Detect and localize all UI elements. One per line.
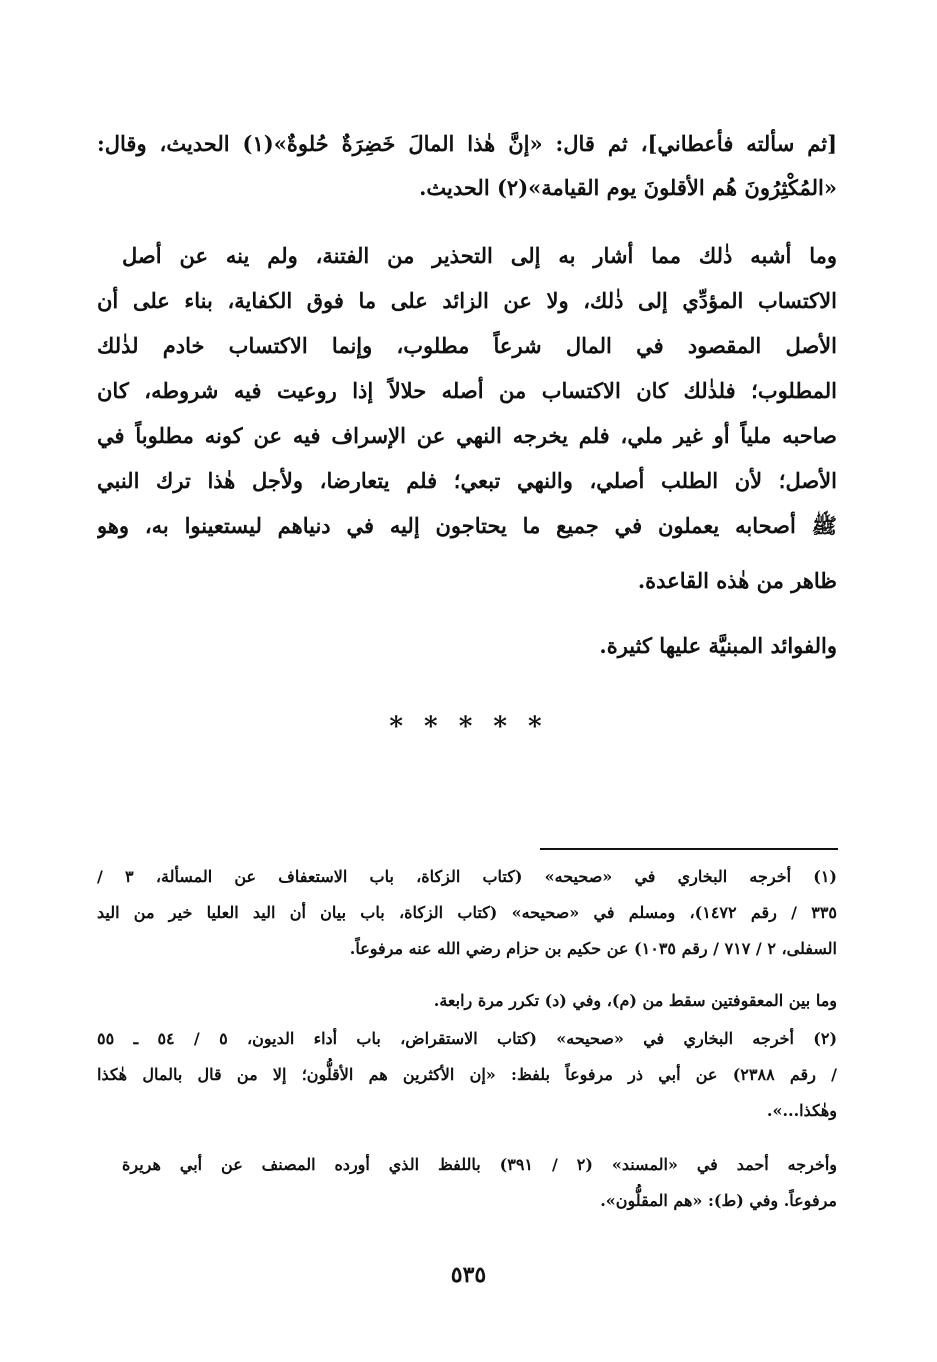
- page-number: ٥٣٥: [450, 1262, 487, 1288]
- footnote-line: مرفوعاً. وفي (ط): «هم المقلُّون».: [600, 1191, 837, 1210]
- main-text-line: «المُكْثِرُونَ هُم الأقلونَ يوم القيامة»(٢) الحديث.: [419, 175, 837, 200]
- main-text-line: [ثم سألته فأعطاني]، ثم قال: «إنَّ هٰذا المالَ خَضِرَةٌ حُلوةٌ»(١) الحديث، وقال:: [97, 131, 837, 156]
- main-text-line: صاحبه ملياً أو غير ملي، فلم يخرجه النهي عن الإسراف فيه عن كونه مطلوباً في: [97, 423, 837, 448]
- main-text-line: الاكتساب المؤدِّي إلى ذٰلك، ولا عن الزائد على ما فوق الكفاية، بناء على أن: [97, 288, 837, 313]
- footnote-line: ٣٣٥ / رقم ١٤٧٢)، ومسلم في «صحيحه» (كتاب الزكاة، باب بيان أن اليد العليا خير من اليد: [97, 903, 837, 922]
- paragraph-start-line: والفوائد المبنيَّة عليها كثيرة.: [599, 633, 837, 658]
- main-text-line: الأصل المقصود في المال شرعاً مطلوب، وإنما الاكتساب خادم لذٰلك: [97, 333, 837, 358]
- section-separator-stars: * * * * *: [389, 712, 548, 742]
- paragraph-start-line: وما أشبه ذٰلك مما أشار به إلى التحذير من الفتنة، ولم ينه عن أصل: [122, 243, 837, 268]
- footnote-line: / رقم ٢٣٨٨) عن أبي ذر مرفوعاً بلفظ: «إن الأكثرين هم الأقلُّون؛ إلا من قال بالمال هٰكذا: [97, 1065, 837, 1084]
- main-text-line: ﷺ أصحابه يعملون في جميع ما يحتاجون إليه في دنياهم ليستعينوا به، وهو: [97, 513, 837, 538]
- main-text-line: المطلوب؛ فلذٰلك كان الاكتساب من أصله حلالاً إذا روعيت فيه شروطه، كان: [97, 378, 837, 403]
- footnote-divider: [540, 848, 838, 850]
- footnote-line: وأخرجه أحمد في «المسند» (٢ / ٣٩١) باللفظ الذي أورده المصنف عن أبي هريرة: [122, 1155, 837, 1174]
- footnote-line: السفلى، ٢ / ٧١٧ / رقم ١٠٣٥) عن حكيم بن حزام رضي الله عنه مرفوعاً.: [349, 939, 837, 958]
- footnote-line: (٢) أخرجه البخاري في «صحيحه» (كتاب الاستقراض، باب أداء الديون، ٥ / ٥٤ ـ ٥٥: [97, 1029, 837, 1048]
- footnote-line: (١) أخرجه البخاري في «صحيحه» (كتاب الزكاة، باب الاستعفاف عن المسألة، ٣ /: [97, 867, 837, 886]
- footnote-line: وهٰكذا...».: [766, 1101, 837, 1120]
- main-text-line: ظاهر من هٰذه القاعدة.: [637, 568, 837, 593]
- footnote-line: وما بين المعقوفتين سقط من (م)، وفي (د) تكرر مرة رابعة.: [433, 991, 837, 1010]
- main-text-line: الأصل؛ لأن الطلب أصلي، والنهي تبعي؛ فلم يتعارضا، ولأجل هٰذا ترك النبي: [97, 468, 837, 493]
